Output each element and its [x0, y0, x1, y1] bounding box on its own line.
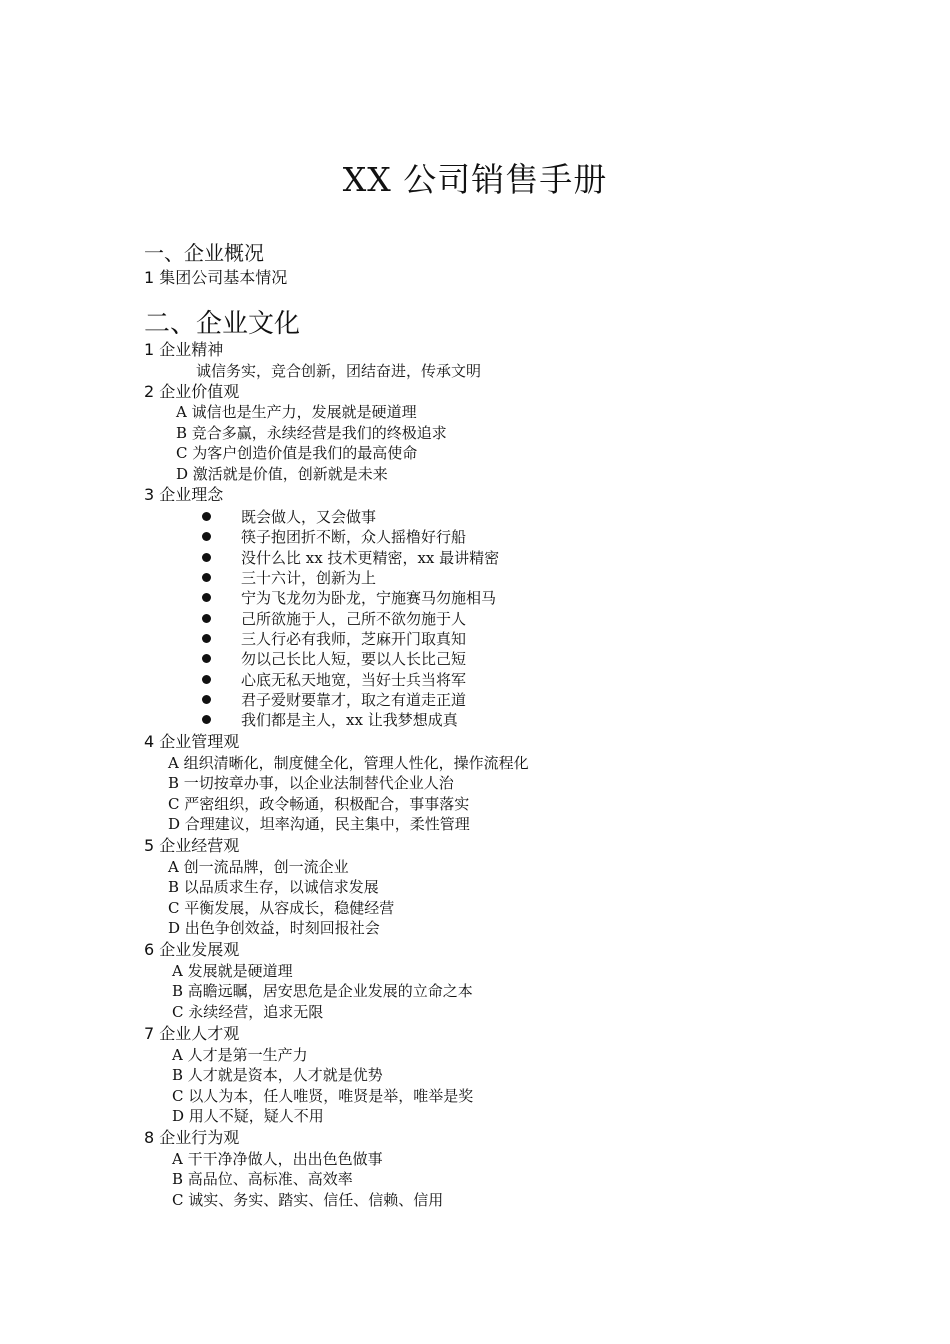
bullet-item: 三十六计，创新为上 [202, 568, 376, 588]
bullet-icon [202, 614, 211, 623]
bullet-icon [202, 512, 211, 521]
bullet-icon [202, 593, 211, 602]
list-item: A 干干净净做人，出出色色做事 [172, 1150, 383, 1168]
subsection-operation: 5 企业经营观 [144, 836, 240, 855]
list-item: D 出色争创效益，时刻回报社会 [168, 919, 380, 937]
list-item: C 严密组织，政令畅通，积极配合，事事落实 [168, 795, 470, 813]
subsection-management: 4 企业管理观 [144, 732, 240, 751]
list-item: A 发展就是硬道理 [172, 962, 293, 980]
bullet-item: 君子爱财要靠才，取之有道走正道 [202, 690, 466, 710]
bullet-icon [202, 573, 211, 582]
list-item: C 永续经营，追求无限 [172, 1003, 324, 1021]
list-item: B 以品质求生存，以诚信求发展 [168, 878, 379, 896]
list-item: B 竞合多赢，永续经营是我们的终极追求 [176, 424, 447, 442]
bullet-item: 宁为飞龙勿为卧龙，宁施赛马勿施相马 [202, 588, 496, 608]
list-item: C 为客户创造价值是我们的最高使命 [176, 444, 418, 462]
section-heading-culture: 二、企业文化 [144, 309, 301, 339]
list-item: C 诚实、务实、踏实、信任、信赖、信用 [172, 1191, 444, 1209]
list-item: D 用人不疑，疑人不用 [172, 1107, 324, 1125]
bullet-icon [202, 715, 211, 724]
list-item: C 平衡发展，从容成长，稳健经营 [168, 899, 395, 917]
section-heading-overview: 一、企业概况 [144, 241, 264, 265]
bullet-icon [202, 675, 211, 684]
list-item: D 合理建议，坦率沟通，民主集中，柔性管理 [168, 815, 470, 833]
subsection-values: 2 企业价值观 [144, 382, 240, 401]
bullet-icon [202, 553, 211, 562]
list-item: A 组织清晰化，制度健全化，管理人性化，操作流程化 [168, 754, 529, 772]
spirit-text: 诚信务实，竞合创新，团结奋进，传承文明 [196, 362, 482, 380]
list-item: D 激活就是价值，创新就是未来 [176, 465, 388, 483]
subsection-spirit: 1 企业精神 [144, 340, 224, 359]
document-title: XX 公司销售手册 [342, 160, 608, 199]
bullet-item: 三人行必有我师，芝麻开门取真知 [202, 629, 466, 649]
list-item: B 高品位、高标准、高效率 [172, 1170, 353, 1188]
list-item: A 创一流品牌，创一流企业 [168, 858, 349, 876]
list-item: A 诚信也是生产力，发展就是硬道理 [176, 403, 417, 421]
list-item: B 人才就是资本，人才就是优势 [172, 1066, 383, 1084]
bullet-item: 己所欲施于人，己所不欲勿施于人 [202, 609, 466, 629]
bullet-icon [202, 695, 211, 704]
bullet-icon [202, 634, 211, 643]
bullet-icon [202, 654, 211, 663]
bullet-item: 我们都是主人，xx 让我梦想成真 [202, 710, 458, 730]
subsection-development: 6 企业发展观 [144, 940, 240, 959]
subsection-group-info: 1 集团公司基本情况 [144, 268, 288, 287]
subsection-philosophy: 3 企业理念 [144, 485, 224, 504]
subsection-behavior: 8 企业行为观 [144, 1128, 240, 1147]
bullet-item: 筷子抱团折不断，众人摇橹好行船 [202, 527, 466, 547]
bullet-item: 没什么比 xx 技术更精密，xx 最讲精密 [202, 548, 499, 568]
list-item: B 一切按章办事，以企业法制替代企业人治 [168, 774, 454, 792]
list-item: B 高瞻远瞩，居安思危是企业发展的立命之本 [172, 982, 473, 1000]
bullet-icon [202, 532, 211, 541]
bullet-item: 既会做人，又会做事 [202, 507, 376, 527]
list-item: A 人才是第一生产力 [172, 1046, 308, 1064]
bullet-item: 心底无私天地宽，当好士兵当将军 [202, 670, 466, 690]
bullet-item: 勿以己长比人短，要以人长比己短 [202, 649, 466, 669]
subsection-talent: 7 企业人才观 [144, 1024, 240, 1043]
list-item: C 以人为本，任人唯贤，唯贤是举，唯举是奖 [172, 1087, 474, 1105]
